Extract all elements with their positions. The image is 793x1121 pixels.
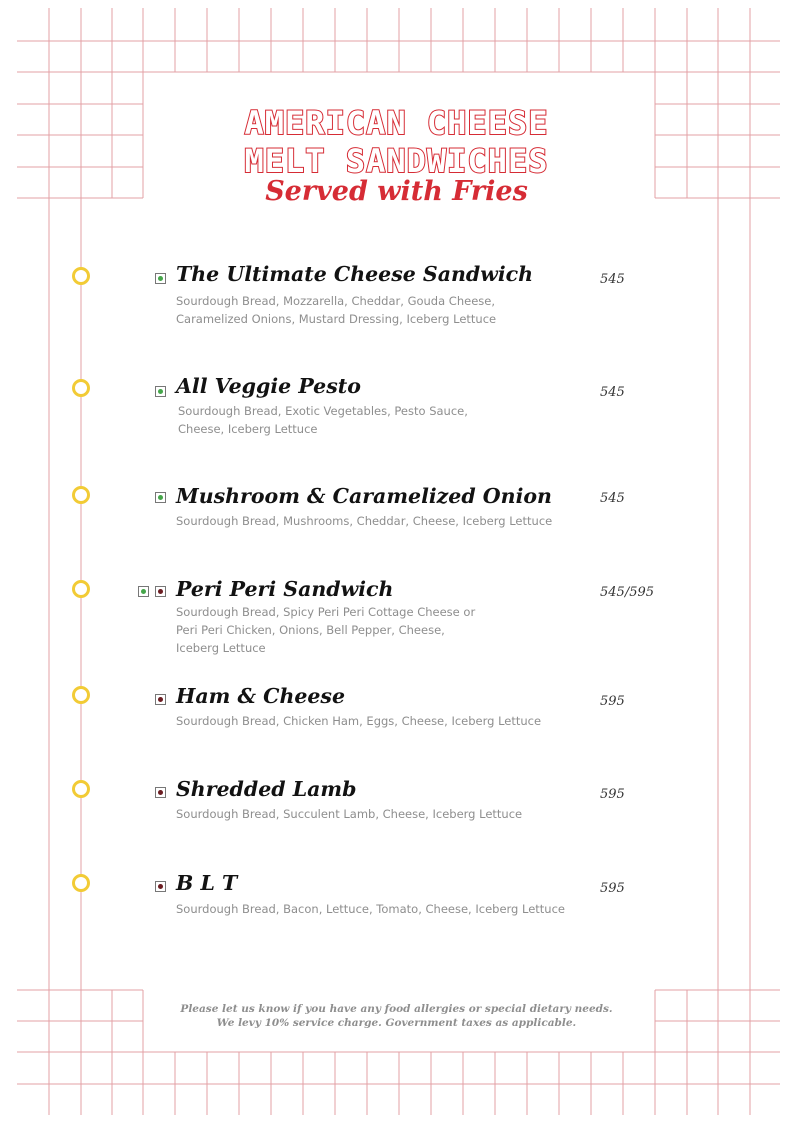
- item-description: Sourdough Bread, Succulent Lamb, Cheese, Iceberg Lettuce: [176, 807, 523, 821]
- non-veg-icon: [155, 586, 166, 597]
- bullet-ring-icon: [72, 780, 90, 798]
- item-description: Sourdough Bread, Chicken Ham, Eggs, Cheese, Iceberg Lettuce: [176, 714, 542, 728]
- item-price: 545: [600, 385, 625, 400]
- bullet-ring-icon: [72, 379, 90, 397]
- item-price: 545: [600, 491, 625, 506]
- item-name: All Veggie Pesto: [176, 374, 361, 398]
- menu-subtitle: Served with Fries: [265, 176, 528, 207]
- non-veg-icon: [155, 787, 166, 798]
- menu-item: [0, 575, 793, 655]
- menu-item: [0, 482, 793, 562]
- item-name: Shredded Lamb: [176, 777, 357, 801]
- item-price: 595: [600, 881, 625, 896]
- item-description: Sourdough Bread, Mozzarella, Cheddar, Gouda Cheese, Caramelized Onions, Mustard Dressing, Iceberg Lettuce: [176, 294, 497, 326]
- item-price: 545: [600, 272, 625, 287]
- menu-item: [0, 682, 793, 762]
- menu-title-line2: MELT SANDWICHES: [244, 142, 549, 180]
- item-name: The Ultimate Cheese Sandwich: [176, 262, 534, 286]
- item-price: 545/595: [600, 585, 655, 600]
- item-price: 595: [600, 787, 625, 802]
- bullet-ring-icon: [72, 580, 90, 598]
- bullet-ring-icon: [72, 267, 90, 285]
- item-description: Sourdough Bread, Mushrooms, Cheddar, Cheese, Iceberg Lettuce: [176, 514, 553, 528]
- menu-item: [0, 869, 793, 949]
- veg-icon: [155, 492, 166, 503]
- service-charge-note: We levy 10% service charge. Government taxes as applicable.: [216, 1017, 577, 1029]
- menu-title-line1: AMERICAN CHEESE: [244, 104, 549, 142]
- bullet-ring-icon: [72, 874, 90, 892]
- item-name: Peri Peri Sandwich: [176, 577, 394, 601]
- menu-item: [0, 262, 793, 342]
- bullet-ring-icon: [72, 686, 90, 704]
- item-name: Mushroom & Caramelized Onion: [176, 484, 552, 508]
- item-description: Sourdough Bread, Spicy Peri Peri Cottage Cheese or Peri Peri Chicken, Onions, Bell Pepper, Cheese, Iceberg Lettuce: [176, 605, 476, 655]
- menu-item: [0, 775, 793, 855]
- veg-icon: [155, 273, 166, 284]
- item-description: Sourdough Bread, Exotic Vegetables, Pesto Sauce, Cheese, Iceberg Lettuce: [178, 404, 468, 436]
- veg-icon: [155, 386, 166, 397]
- item-price: 595: [600, 694, 625, 709]
- item-name: B L T: [176, 871, 238, 895]
- menu-item: [0, 372, 793, 452]
- allergy-note: Please let us know if you have any food allergies or special dietary needs.: [180, 1003, 613, 1015]
- veg-icon: [138, 586, 149, 597]
- bullet-ring-icon: [72, 486, 90, 504]
- non-veg-icon: [155, 881, 166, 892]
- item-description: Sourdough Bread, Bacon, Lettuce, Tomato, Cheese, Iceberg Lettuce: [176, 902, 565, 916]
- non-veg-icon: [155, 694, 166, 705]
- item-name: Ham & Cheese: [176, 684, 346, 708]
